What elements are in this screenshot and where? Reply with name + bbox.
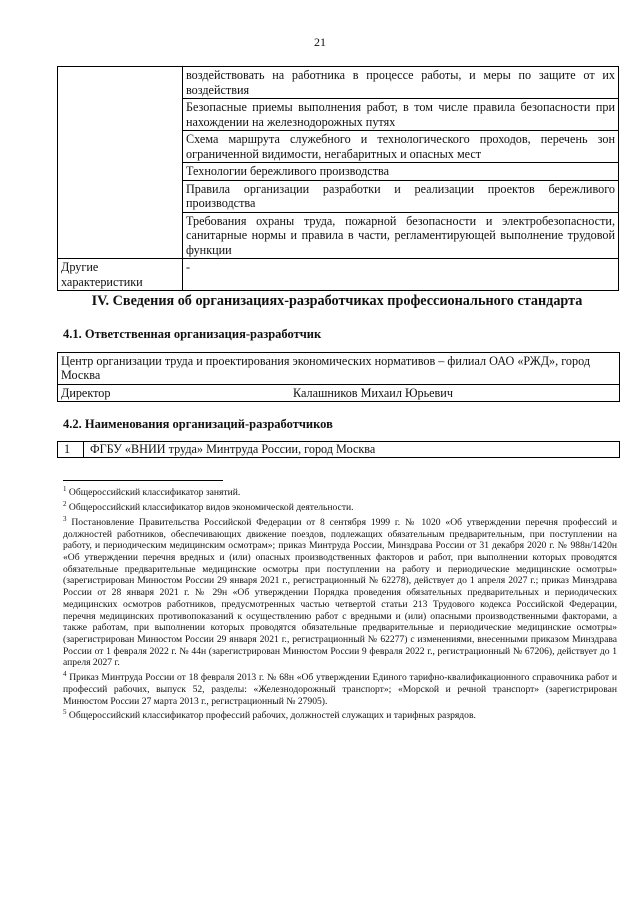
footnote <box>63 484 617 499</box>
director-name: Калашников Михаил Юрьевич <box>293 386 453 400</box>
requirement-cell: Схема маршрута служебного и технологического проходов, перечень зон ограниченной видимости, негабаритных и опасных мест <box>183 131 619 163</box>
developer-number: 1 <box>58 442 84 457</box>
director-role: Директор <box>61 386 111 400</box>
footnote-text: Общероссийский классификатор занятий. <box>66 487 241 499</box>
table-row-other <box>58 259 619 291</box>
director-row <box>58 385 619 401</box>
requirements-table <box>57 66 619 291</box>
developer-row <box>57 441 620 458</box>
responsible-org-box <box>57 352 620 402</box>
requirement-cell: Правила организации разработки и реализации проектов бережливого производства <box>183 180 619 212</box>
footnotes <box>63 484 617 722</box>
footnote-mark: 3 <box>63 514 67 523</box>
developer-name: ФГБУ «ВНИИ труда» Минтруда России, город Москва <box>90 442 376 456</box>
table-cell-empty <box>58 67 183 259</box>
footnote-text: Общероссийский классификатор видов экономической деятельности. <box>66 502 354 514</box>
footnote-mark: 2 <box>63 499 67 508</box>
page-number: 21 <box>314 35 326 49</box>
developers-heading: 4.2. Наименования организаций-разработчиков <box>63 417 333 431</box>
footnote-text: Общероссийский классификатор профессий рабочих, должностей служащих и тарифных разрядов. <box>66 710 476 722</box>
footnote <box>63 499 617 514</box>
footnote <box>63 707 617 722</box>
other-characteristics-value: - <box>183 259 619 291</box>
requirement-cell: Технологии бережливого производства <box>183 163 619 181</box>
requirement-cell: Требования охраны труда, пожарной безопасности и электробезопасности, санитарные нормы и правила в части, регламентирующей выполнение трудовой функции <box>183 212 619 259</box>
footnote <box>63 514 617 669</box>
footnote-mark: 1 <box>63 485 67 493</box>
responsible-heading: 4.1. Ответственная организация-разработчик <box>63 327 322 341</box>
footnote-divider <box>63 480 223 481</box>
other-characteristics-label: Другие характеристики <box>58 259 183 291</box>
footnote-text: Постановление Правительства Российской Федерации от 8 сентября 1999 г. № 1020 «Об утверждении перечня профессий и должностей работников, обеспечивающих движение поездов, подлежащих обязательным предварительным, при поступлении на работу, и периодическим медицинским осмотрам»; приказ Минтруда России, Минздрава России от 31 декабря 2020 г. № 988н/1420н «Об утверждении перечня вредных и (или) опасных производственных факторов и работ, при выполнении которых проводятся обязательные предварительные медицинские осмотры при поступлении на работу и периодические медицинские осмотры» (зарегистрирован Минюстом России 29 января 2021 г., регистрационный № 62278), действует до 1 апреля 2027 г.; приказ Минздрава России от 28 января 2021 г. № 29н «Об утверждении Порядка проведения обязательных предварительных и периодических медицинских осмотров работников, предусмотренных частью четвертой статьи 213 Трудового кодекса Российской Федерации, перечня медицинских противопоказаний к осуществлению работ с вредными и (или) опасными производственными факторами, а также работам, при выполнении которых проводятся обязательные предварительные и периодические медицинские осмотры» (зарегистрирован Минюстом России 29 января 2021 г., регистрационный № 62277) с изменениями, внесенными приказом Минздрава России от 1 февраля 2022 г. № 44н (зарегистрирован Минюстом России 9 февраля 2022 г., регистрационный № 67206), действует до 1 апреля 2027 г. <box>63 516 617 669</box>
requirement-cell: воздействовать на работника в процессе работы, и меры по защите от их воздействия <box>183 67 619 99</box>
table-row <box>58 67 619 99</box>
footnote <box>63 669 617 707</box>
footnote-text: Приказ Минтруда России от 18 февраля 2013 г. № 68н «Об утверждении Единого тарифно-квалификационного справочника работ и профессий рабочих, выпуск 52, разделы: «Железнодорожный транспорт»; «Морской и речной транспорт» (зарегистрирован Минюстом России 27 марта 2013 г., регистрационный № 27905). <box>63 672 617 707</box>
requirement-cell: Безопасные приемы выполнения работ, в том числе правила безопасности при нахождении на железнодорожных путях <box>183 99 619 131</box>
responsible-organization: Центр организации труда и проектирования экономических нормативов – филиал ОАО «РЖД», город Москва <box>58 353 619 385</box>
section-title: IV. Сведения об организациях-разработчиках профессионального стандарта <box>91 293 583 309</box>
footnote-mark: 4 <box>63 670 67 679</box>
footnote-mark: 5 <box>63 708 67 717</box>
